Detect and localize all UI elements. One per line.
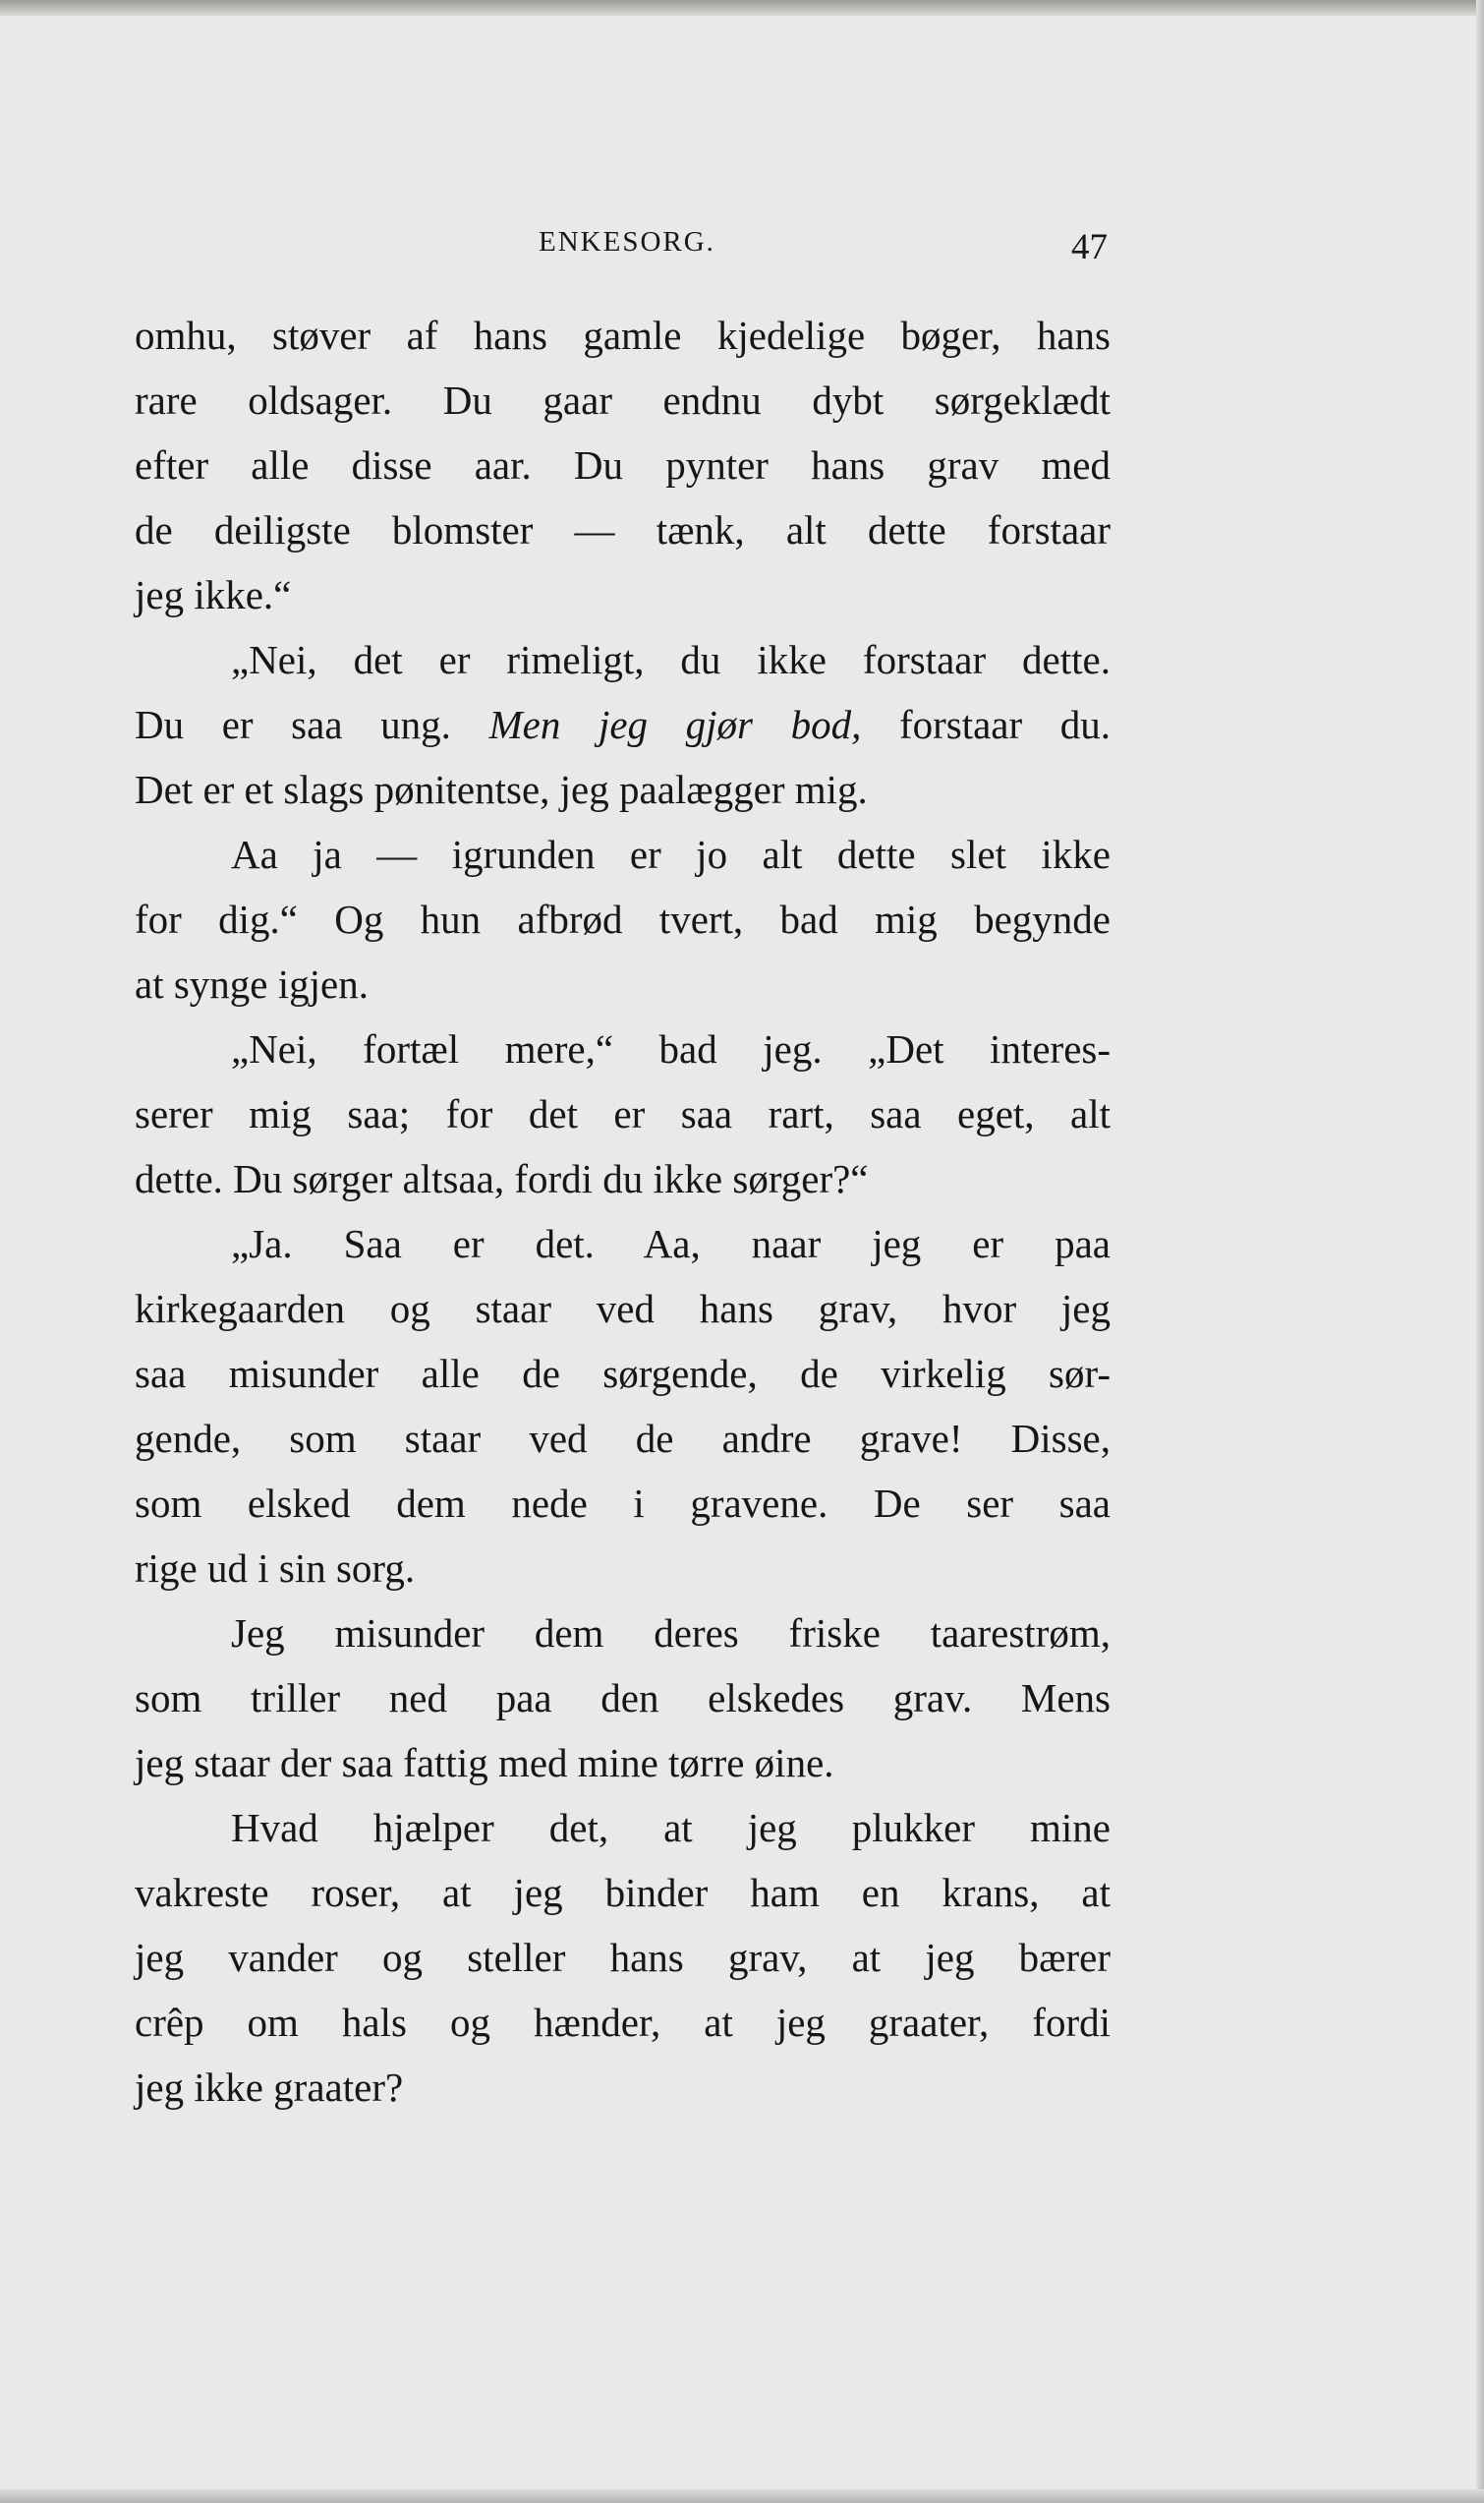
text-line: Jeg misunder dem deres friske taarestrøm, bbox=[231, 1610, 1111, 1656]
text-line: som elsked dem nede i gravene. De ser saa bbox=[135, 1481, 1111, 1526]
text-span: Du er saa ung. bbox=[135, 702, 451, 747]
text-line: jeg staar der saa fattig med mine tørre øine. bbox=[135, 1740, 834, 1785]
text-line: som triller ned paa den elskedes grav. Mens bbox=[135, 1675, 1111, 1720]
text-line: jeg vander og steller hans grav, at jeg bærer bbox=[135, 1935, 1111, 1980]
text-line: rare oldsager. Du gaar endnu dybt sørgeklædt bbox=[135, 378, 1111, 423]
text-line: rige ud i sin sorg. bbox=[135, 1545, 416, 1591]
text-line: jeg ikke graater? bbox=[135, 2065, 404, 2110]
text-line: vakreste roser, at jeg binder ham en krans, at bbox=[135, 1870, 1111, 1915]
text-line: dette. Du sørger altsaa, fordi du ikke sørger?“ bbox=[135, 1156, 869, 1201]
text-line: „Nei, det er rimeligt, du ikke forstaar dette. bbox=[231, 637, 1111, 682]
italic-phrase: Men jeg gjør bod, bbox=[488, 702, 862, 747]
text-line-mixed bbox=[135, 692, 1111, 757]
text-line: „Nei, fortæl mere,“ bad jeg. „Det interes- bbox=[231, 1026, 1111, 1072]
chapter-title: ENKESORG. bbox=[539, 226, 715, 258]
text-line: „Ja. Saa er det. Aa, naar jeg er paa bbox=[231, 1221, 1111, 1266]
text-line: Det er et slags pønitentse, jeg paalægger mig. bbox=[135, 767, 868, 812]
page-number: 47 bbox=[1071, 227, 1108, 267]
text-line: Aa ja — igrunden er jo alt dette slet ikke bbox=[231, 832, 1111, 877]
body-text bbox=[135, 303, 1111, 2120]
text-line: for dig.“ Og hun afbrød tvert, bad mig begynde bbox=[135, 897, 1111, 942]
text-line: at synge igjen. bbox=[135, 961, 369, 1007]
text-line: de deiligste blomster — tænk, alt dette forstaar bbox=[135, 507, 1111, 553]
text-line: crêp om hals og hænder, at jeg graater, fordi bbox=[135, 2000, 1111, 2045]
text-span: forstaar du. bbox=[898, 702, 1112, 747]
text-line: saa misunder alle de sørgende, de virkelig sør- bbox=[135, 1351, 1111, 1396]
text-line: Hvad hjælper det, at jeg plukker mine bbox=[231, 1805, 1111, 1850]
text-line: omhu, støver af hans gamle kjedelige bøger, hans bbox=[135, 313, 1111, 358]
text-line: jeg ikke.“ bbox=[135, 572, 292, 617]
text-line: serer mig saa; for det er saa rart, saa eget, alt bbox=[135, 1091, 1111, 1136]
text-line: efter alle disse aar. Du pynter hans grav med bbox=[135, 442, 1111, 488]
text-line: kirkegaarden og staar ved hans grav, hvor jeg bbox=[135, 1286, 1111, 1331]
running-head bbox=[0, 218, 1484, 267]
text-line: gende, som staar ved de andre grave! Disse, bbox=[135, 1416, 1111, 1461]
